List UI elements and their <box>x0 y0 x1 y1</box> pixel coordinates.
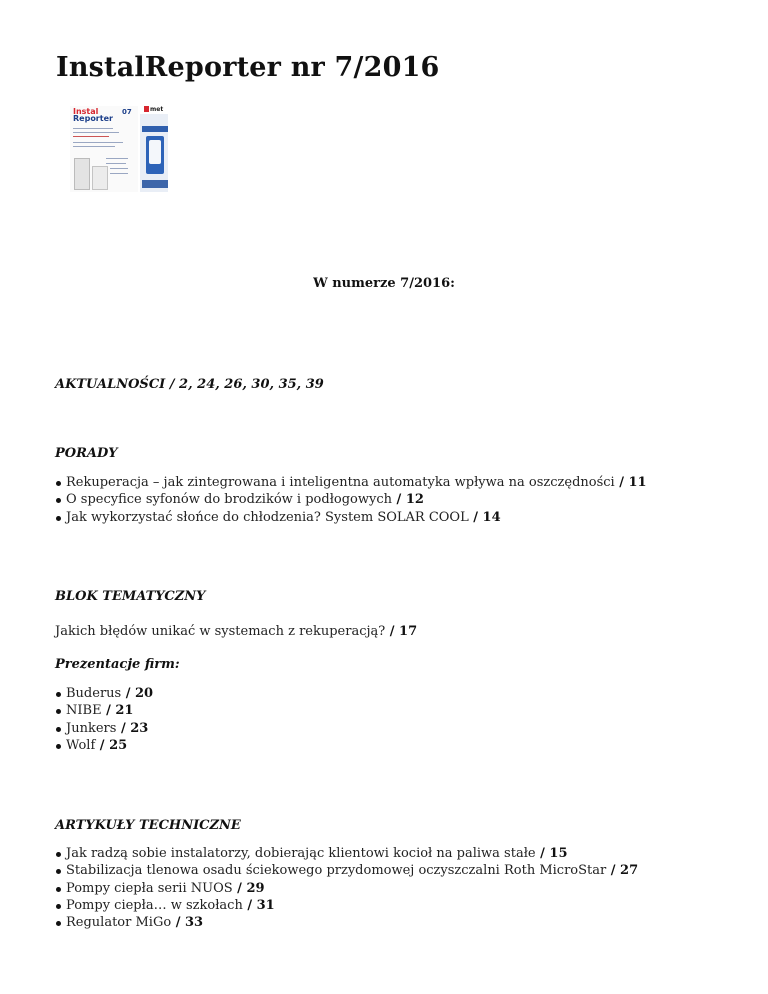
cover-text-line <box>73 132 119 133</box>
list-item: Pompy ciepła… w szkołach / 31 <box>55 897 638 914</box>
cover-text-line <box>106 158 128 159</box>
prezentacje-firm-heading: Prezentacje firm: <box>55 657 180 672</box>
list-item: Buderus / 20 <box>55 685 153 702</box>
cover-boiler-graphic <box>74 158 90 190</box>
section-aktualnosci: AKTUALNOŚCI / 2, 24, 26, 30, 35, 39 <box>55 377 324 392</box>
page-title: InstalReporter nr 7/2016 <box>56 52 440 83</box>
section-blok-tematyczny: BLOK TEMATYCZNY <box>55 589 206 604</box>
magazine-cover-image[interactable] <box>70 106 168 192</box>
cover-ad-product <box>146 136 164 174</box>
list-item: Wolf / 25 <box>55 737 153 754</box>
list-item: Junkers / 23 <box>55 720 153 737</box>
cover-text-line <box>73 142 123 143</box>
list-item: Regulator MiGo / 33 <box>55 914 638 931</box>
cover-text-line <box>73 128 113 129</box>
blok-intro: Jakich błędów unikać w systemach z rekuperacją? / 17 <box>55 624 418 639</box>
cover-boiler-graphic <box>92 166 108 190</box>
list-item: Jak wykorzystać słońce do chłodzenia? System SOLAR COOL / 14 <box>55 509 647 526</box>
list-item: Rekuperacja – jak zintegrowana i inteligentna automatyka wpływa na oszczędności / 11 <box>55 474 647 491</box>
artykuly-list <box>55 845 638 931</box>
cover-text-line <box>110 168 128 169</box>
cover-text-line <box>106 163 126 164</box>
list-item: NIBE / 21 <box>55 702 153 719</box>
section-artykuly-techniczne: ARTYKUŁY TECHNICZNE <box>55 818 241 833</box>
list-item: Stabilizacja tlenowa osadu ściekowego przydomowej oczyszczalni Roth MicroStar / 27 <box>55 862 638 879</box>
list-item: O specyfice syfonów do brodzików i podłogowych / 12 <box>55 491 647 508</box>
cover-text-line <box>110 173 128 174</box>
cover-ad-bar <box>142 126 168 132</box>
cover-ad-footer <box>142 180 168 188</box>
cover-issue-number: 07 <box>122 108 132 116</box>
cover-ad-logo: met <box>144 106 168 113</box>
cover-text-line <box>73 146 115 147</box>
issue-heading: W numerze 7/2016: <box>313 276 455 291</box>
prezentacje-list <box>55 685 153 754</box>
list-item: Pompy ciepła serii NUOS / 29 <box>55 880 638 897</box>
section-porady: PORADY <box>55 446 118 461</box>
list-item: Jak radzą sobie instalatorzy, dobierając klientowi kocioł na paliwa stałe / 15 <box>55 845 638 862</box>
porady-list <box>55 474 647 526</box>
cover-brand-logo: Instal Reporter <box>73 107 113 123</box>
cover-text-line <box>73 136 109 137</box>
